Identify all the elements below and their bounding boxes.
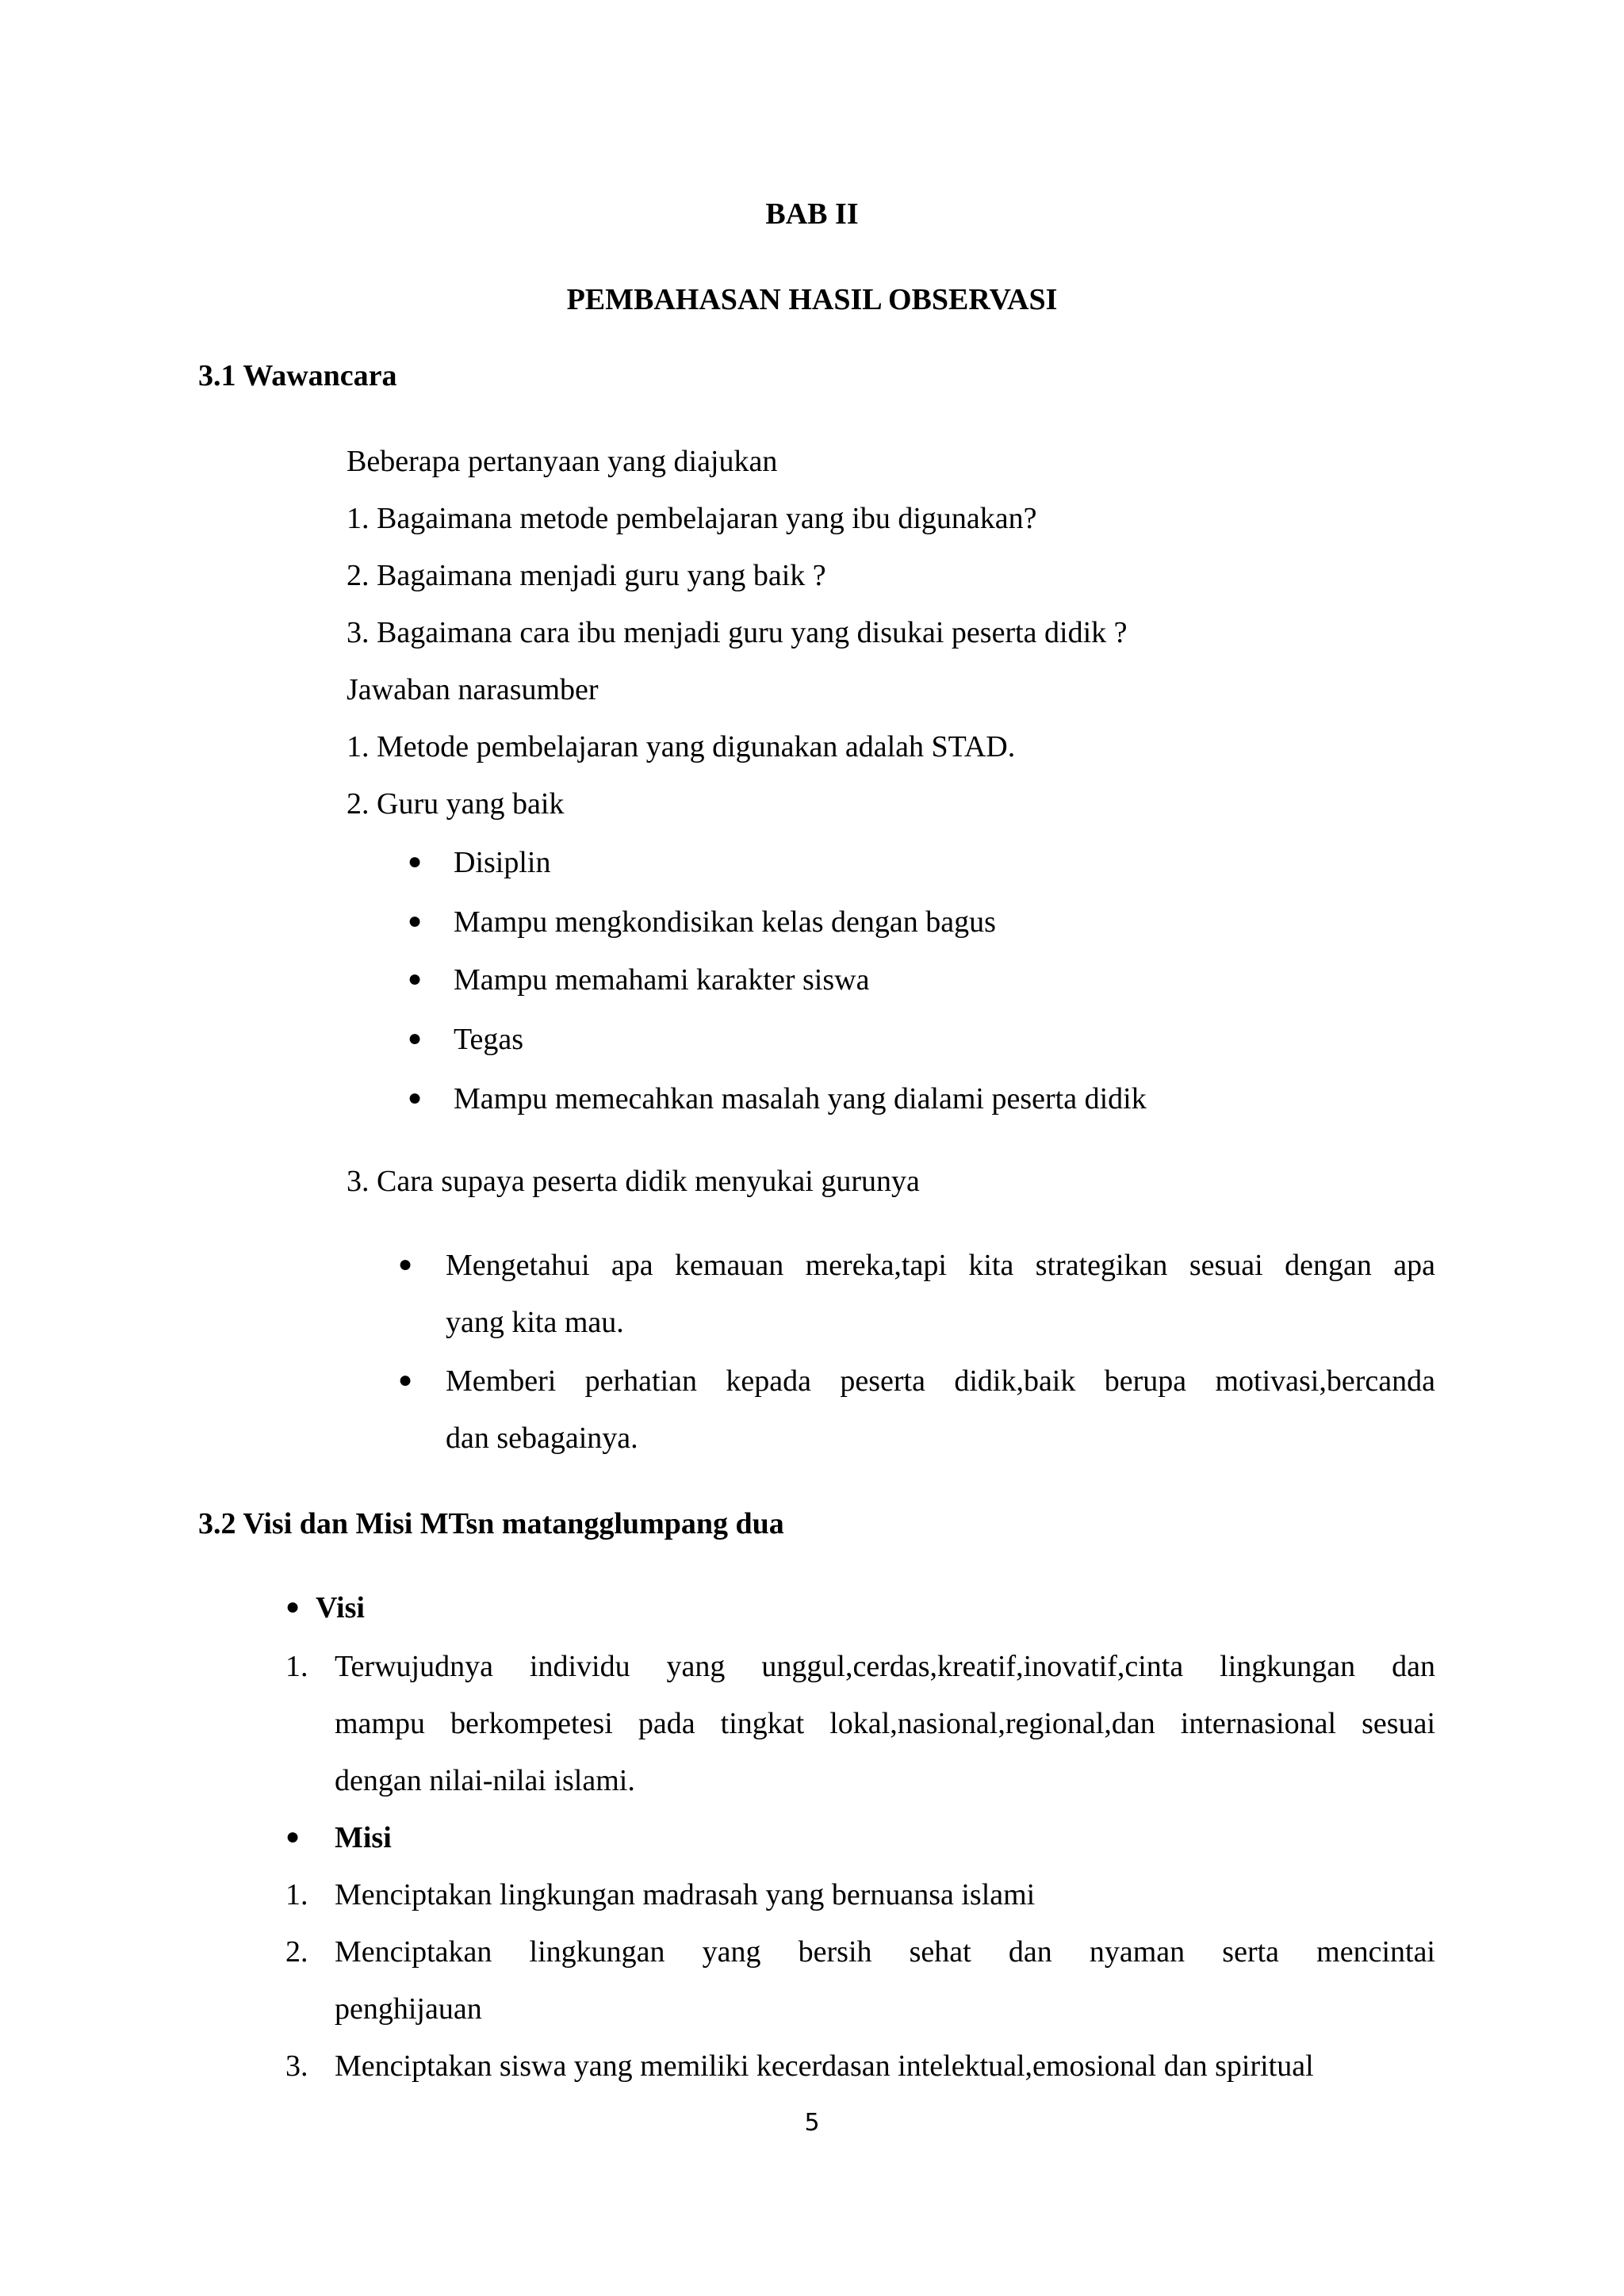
page-number: 5 bbox=[804, 2109, 820, 2137]
misi-label: Misi bbox=[335, 1821, 392, 1854]
misi-number: 2. bbox=[285, 1935, 308, 1969]
bullet-icon: ● bbox=[398, 1367, 413, 1393]
bullet-icon: ● bbox=[408, 1085, 423, 1111]
list-item-line: dan sebagainya. bbox=[446, 1422, 638, 1455]
misi-number: 3. bbox=[285, 2049, 308, 2083]
list-item: Tegas bbox=[454, 1023, 524, 1056]
misi-line: Menciptakan siswa yang memiliki kecerdasan intelektual,emosional dan spiritual bbox=[335, 2049, 1314, 2083]
list-item: Disiplin bbox=[454, 846, 551, 879]
list-item: Mampu memahami karakter siswa bbox=[454, 963, 870, 997]
visi-label: Visi bbox=[316, 1591, 365, 1624]
list-item-line: Memberi perhatian kepada peserta didik,baik berupa motivasi,bercanda bbox=[446, 1364, 1435, 1398]
answers-label: Jawaban narasumber bbox=[347, 673, 599, 706]
bullet-icon: ● bbox=[408, 966, 423, 992]
misi-number: 1. bbox=[285, 1878, 308, 1911]
answer-item: 3. Cara supaya peserta didik menyukai gurunya bbox=[347, 1165, 920, 1198]
answer-item: 2. Guru yang baik bbox=[347, 787, 565, 821]
bullet-icon: ● bbox=[285, 1823, 301, 1850]
section-heading-wawancara: 3.1 Wawancara bbox=[198, 359, 397, 392]
chapter-title: PEMBAHASAN HASIL OBSERVASI bbox=[566, 283, 1058, 316]
question-item: 2. Bagaimana menjadi guru yang baik ? bbox=[347, 559, 826, 592]
chapter-number: BAB II bbox=[765, 197, 859, 231]
misi-line: Menciptakan lingkungan madrasah yang bernuansa islami bbox=[335, 1878, 1036, 1911]
question-item: 1. Bagaimana metode pembelajaran yang ibu digunakan? bbox=[347, 502, 1037, 535]
visi-number: 1. bbox=[285, 1650, 308, 1683]
misi-line: penghijauan bbox=[335, 1992, 482, 2026]
list-item-line: yang kita mau. bbox=[446, 1306, 624, 1339]
questions-intro: Beberapa pertanyaan yang diajukan bbox=[347, 445, 778, 478]
bullet-icon: ● bbox=[285, 1594, 301, 1620]
visi-line: dengan nilai-nilai islami. bbox=[335, 1764, 635, 1797]
section-heading-visi-misi: 3.2 Visi dan Misi MTsn matangglumpang dua bbox=[198, 1507, 784, 1540]
bullet-icon: ● bbox=[408, 1025, 423, 1051]
bullet-icon: ● bbox=[408, 848, 423, 874]
list-item: Mampu mengkondisikan kelas dengan bagus bbox=[454, 905, 996, 939]
bullet-icon: ● bbox=[398, 1251, 413, 1277]
visi-line: Terwujudnya individu yang unggul,cerdas,kreatif,inovatif,cinta lingkungan dan bbox=[335, 1650, 1435, 1683]
list-item-line: Mengetahui apa kemauan mereka,tapi kita strategikan sesuai dengan apa bbox=[446, 1249, 1435, 1282]
question-item: 3. Bagaimana cara ibu menjadi guru yang disukai peserta didik ? bbox=[347, 616, 1128, 649]
misi-line: Menciptakan lingkungan yang bersih sehat dan nyaman serta mencintai bbox=[335, 1935, 1435, 1969]
answer-item: 1. Metode pembelajaran yang digunakan adalah STAD. bbox=[347, 730, 1016, 763]
list-item: Mampu memecahkan masalah yang dialami peserta didik bbox=[454, 1082, 1147, 1115]
bullet-icon: ● bbox=[408, 908, 423, 934]
visi-line: mampu berkompetesi pada tingkat lokal,nasional,regional,dan internasional sesuai bbox=[335, 1707, 1435, 1740]
